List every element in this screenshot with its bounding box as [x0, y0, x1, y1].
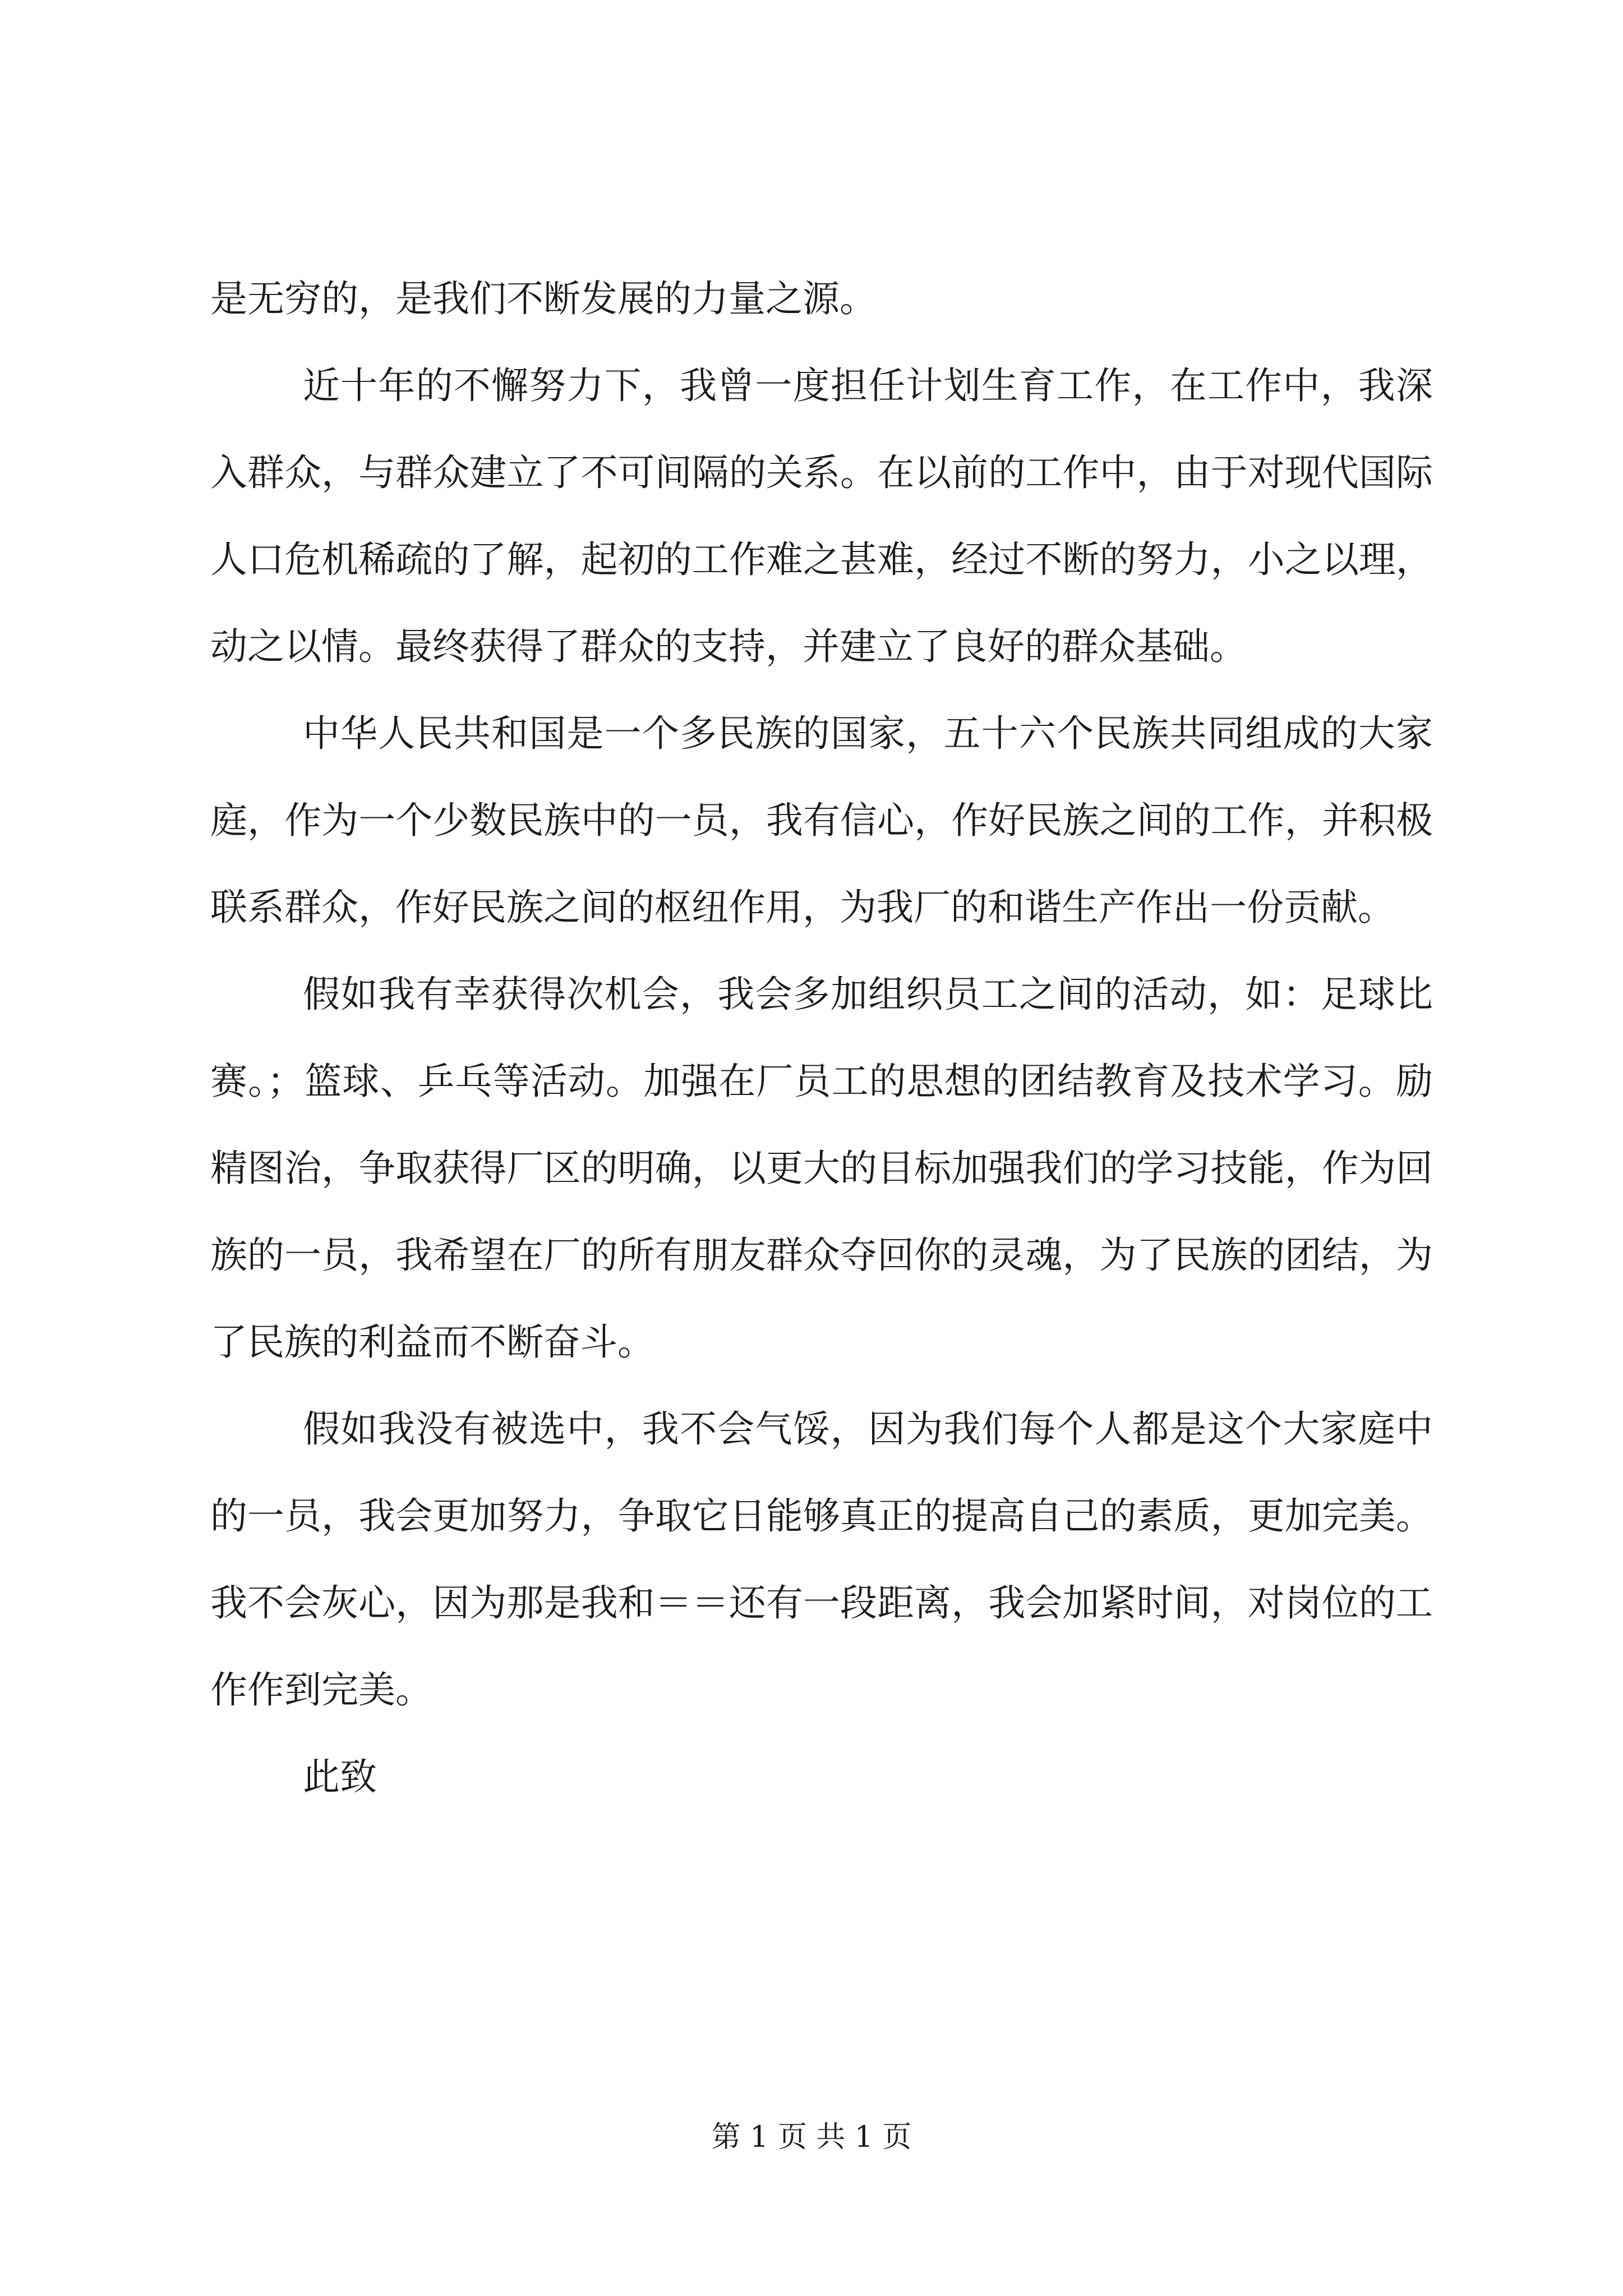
page-footer: 第 1 页 共 1 页 — [711, 2120, 912, 2154]
paragraph-family-planning: 近十年的不懈努力下，我曾一度担任计划生育工作，在工作中，我深入群众，与群众建立了不可间隔的关系。在以前的工作中，由于对现代国际人口危机稀疏的了解，起初的工作难之甚难，经过不断的努力，小之以理，动之以情。最终获得了群众的支持，并建立了良好的群众基础。 — [210, 364, 1433, 668]
paragraph-if-not-selected: 假如我没有被选中，我不会气馁，因为我们每个人都是这个大家庭中的一员，我会更加努力，争取它日能够真正的提高自己的素质，更加完美。我不会灰心，因为那是我和＝＝还有一段距离，我会加紧时间，对岗位的工作作到完美。 — [210, 1407, 1433, 1711]
document-body — [210, 255, 1433, 1820]
paragraph-continued: 是无穷的，是我们不断发展的力量之源。 — [210, 277, 877, 320]
paragraph-ethnic-unity: 中华人民共和国是一个多民族的国家，五十六个民族共同组成的大家庭，作为一个少数民族中的一员，我有信心，作好民族之间的工作，并积极联系群众，作好民族之间的枢纽作用，为我厂的和谐生产作出一份贡献。 — [210, 712, 1433, 929]
paragraph-closing: 此致 — [303, 1755, 377, 1798]
paragraph-if-selected: 假如我有幸获得次机会，我会多加组织员工之间的活动，如：足球比赛。；篮球、乒乓等活动。加强在厂员工的思想的团结教育及技术学习。励精图治，争取获得厂区的明确，以更大的目标加强我们的学习技能，作为回族的一员，我希望在厂的所有朋友群众夺回你的灵魂，为了民族的团结，为了民族的利益而不断奋斗。 — [210, 973, 1433, 1364]
